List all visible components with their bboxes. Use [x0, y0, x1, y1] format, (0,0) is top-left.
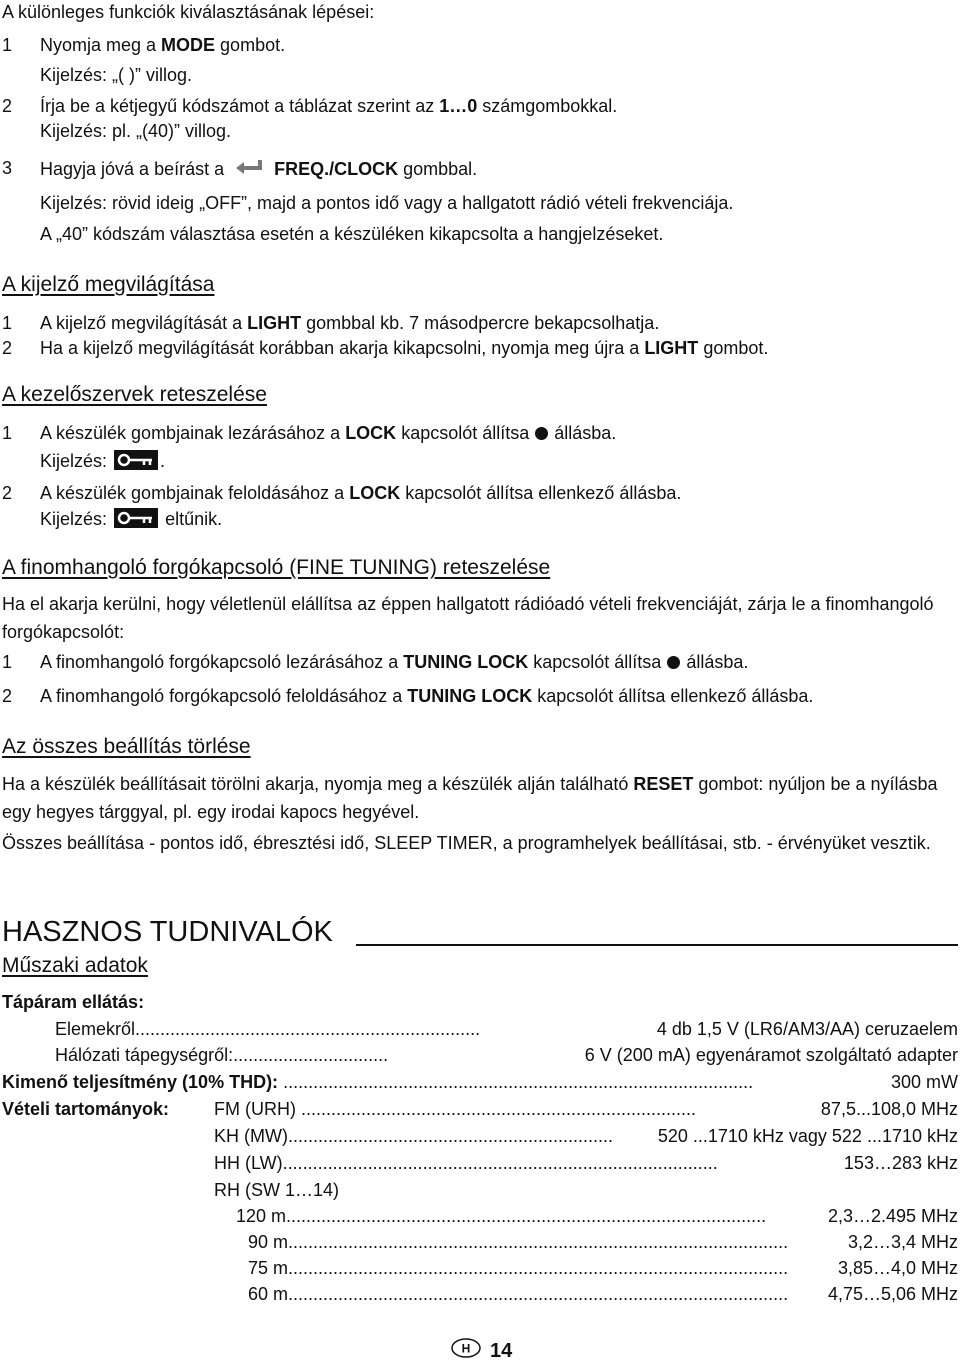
spec-value: 300 mW: [890, 1072, 958, 1092]
step-text: A készülék gombjainak lezárásához a: [40, 423, 346, 443]
step-number: 3: [2, 158, 13, 178]
clock-key-label: /CLOCK: [329, 159, 399, 179]
display-label: Kijelzés:: [40, 451, 108, 471]
freq-key-label: FREQ.: [274, 159, 330, 179]
lock-step-2: [40, 483, 681, 504]
spec-row-sw-120m: [236, 1206, 958, 1227]
spec-row-sw-75m: [248, 1258, 958, 1279]
reset-paragraph: [2, 770, 958, 826]
spec-value: 520 ...1710 kHz vagy 522 ...1710 kHz: [657, 1126, 958, 1146]
step-1: [40, 35, 285, 56]
key-icon: [114, 508, 158, 533]
spec-row-hh: [214, 1153, 958, 1174]
spec-label: HH (LW): [214, 1153, 283, 1173]
language-badge-text: H: [461, 1341, 471, 1356]
spec-row-mains: [55, 1045, 958, 1066]
leader-dots: .................................................................: [287, 1126, 614, 1146]
step-text: A készülék gombjainak feloldásához a: [40, 483, 350, 503]
page-number: 14: [490, 1340, 513, 1362]
leader-dots: .......................................................................................: [282, 1153, 718, 1173]
key-icon: [114, 450, 158, 475]
mode-key-label: MODE: [161, 35, 216, 55]
step-2-display: Kijelzés: pl. „(40)” villog.: [40, 121, 232, 141]
spec-value: 3,85…4,0 MHz: [837, 1258, 958, 1278]
sw-range-label: RH (SW 1…14): [214, 1180, 340, 1200]
reset-effects-paragraph: Összes beállítása - pontos idő, ébresztési idő, SLEEP TIMER, a programhelyek beállításai, stb. - érvényüket vesztik.: [2, 833, 931, 853]
page-title: HASZNOS TUDNIVALÓK: [2, 916, 333, 948]
light-key-label: LIGHT: [247, 313, 302, 333]
leader-dots: ....................................................................................................: [288, 1258, 789, 1278]
spec-label: KH (MW): [214, 1126, 288, 1146]
step-text: gombot.: [215, 35, 286, 55]
step-number: 1: [2, 652, 13, 672]
step-text: számgombokkal.: [477, 96, 618, 116]
spec-label: FM (URH): [214, 1099, 296, 1119]
step-text: .: [160, 451, 166, 471]
step-number: 1: [2, 423, 13, 443]
leader-dots: ...............................................................................: [295, 1099, 697, 1119]
leader-dots: .....................................................................: [135, 1019, 481, 1039]
paragraph-text: Ha a készülék beállításait törölni akarja, nyomja meg a készülék alján található: [2, 774, 634, 794]
power-supply-label: Tápáram ellátás:: [2, 992, 145, 1012]
reception-ranges-label: Vételi tartományok:: [2, 1099, 170, 1119]
step-number: 2: [2, 686, 13, 706]
spec-value: 3,2…3,4 MHz: [847, 1232, 958, 1252]
spec-label: 60 m: [248, 1284, 289, 1304]
leader-dots: ..............................................................................................: [278, 1072, 754, 1092]
step-text: gombot.: [698, 338, 769, 358]
lock-step-1-display: [40, 450, 165, 475]
language-badge: [451, 1338, 481, 1358]
step-number: 2: [2, 338, 13, 358]
step-text: állásba.: [554, 423, 617, 443]
spec-label: 120 m: [236, 1206, 287, 1226]
section-heading-reset: Az összes beállítás törlése: [2, 735, 251, 758]
spec-value: 87,5...108,0 MHz: [820, 1099, 958, 1119]
light-step-2: [40, 338, 768, 359]
step-text: kapcsolót állítsa ellenkező állásba.: [532, 686, 814, 706]
light-step-1: [40, 313, 659, 334]
spec-label: Hálózati tápegységről:: [55, 1045, 234, 1065]
section-heading-fine-tuning: A finomhangoló forgókapcsoló (FINE TUNING) reteszelése: [2, 556, 551, 579]
paragraph-text: gombot: nyúljon be a nyílásba egy hegyes tárggyal, pl. egy irodai kapocs hegyével.: [2, 774, 938, 822]
leader-dots: ...............................: [233, 1045, 389, 1065]
enter-arrow-icon: [234, 158, 264, 183]
lock-step-2-display: [40, 508, 222, 533]
title-underline-rule: [356, 944, 958, 946]
step-text: A kijelző megvilágítását a: [40, 313, 248, 333]
leader-dots: ................................................................................................: [286, 1206, 767, 1226]
step-text: Nyomja meg a: [40, 35, 162, 55]
tuning-lock-label: TUNING LOCK: [403, 652, 529, 672]
leader-dots: ....................................................................................................: [288, 1232, 789, 1252]
step-text: kapcsolót állítsa: [528, 652, 662, 672]
fine-tuning-intro: Ha el akarja kerülni, hogy véletlenül elállítsa az éppen hallgatott rádióadó vételi frekvenciáját, zárja le a finomhangoló forgókapcsolót:: [2, 594, 934, 642]
spec-row-battery: [55, 1019, 958, 1040]
step-text: kapcsolót állítsa: [396, 423, 530, 443]
spec-value: 153…283 kHz: [843, 1153, 958, 1173]
spec-value: 6 V (200 mA) egyenáramot szolgáltató adapter: [584, 1045, 958, 1065]
step-text: gombbal kb. 7 másodpercre bekapcsolhatja.: [301, 313, 660, 333]
spec-row-output: [2, 1072, 958, 1093]
step-number: 1: [2, 313, 13, 333]
tuning-lock-label: TUNING LOCK: [407, 686, 533, 706]
spec-value: 4 db 1,5 V (LR6/AM3/AA) ceruzaelem: [656, 1019, 958, 1039]
spec-label: 90 m: [248, 1232, 289, 1252]
spec-row-kh: [214, 1126, 958, 1147]
number-keys-label: 1…0: [439, 96, 478, 116]
step-text: A finomhangoló forgókapcsoló feloldásához a: [40, 686, 408, 706]
fine-step-2: [40, 686, 813, 707]
lock-step-1: [40, 423, 616, 444]
spec-row-sw-90m: [248, 1232, 958, 1253]
spec-value: 4,75…5,06 MHz: [827, 1284, 958, 1304]
spec-row-fm: [214, 1099, 958, 1120]
step-3-note: A „40” kódszám választása esetén a készüléken kikapcsolta a hangjelzéseket.: [40, 224, 664, 244]
spec-label: Elemekről: [55, 1019, 136, 1039]
step-1-display: Kijelzés: „( )” villog.: [40, 65, 193, 85]
display-label: Kijelzés:: [40, 509, 108, 529]
fine-step-1: [40, 652, 748, 673]
step-text: eltűnik.: [165, 509, 223, 529]
section-heading-specs: Műszaki adatok: [2, 954, 148, 977]
step-text: Írja be a kétjegyű kódszámot a táblázat szerint az: [40, 96, 440, 116]
step-2: [40, 96, 617, 117]
lock-switch-label: LOCK: [349, 483, 401, 503]
step-text: Ha a kijelző megvilágítását korábban akarja kikapcsolni, nyomja meg újra a: [40, 338, 645, 358]
step-text: gombbal.: [398, 159, 478, 179]
spec-value: 2,3…2.495 MHz: [827, 1206, 958, 1226]
spec-row-sw-60m: [248, 1284, 958, 1305]
step-text: Hagyja jóvá a beírást a: [40, 159, 225, 179]
lock-switch-label: LOCK: [345, 423, 397, 443]
step-number: 1: [2, 35, 13, 55]
light-key-label: LIGHT: [644, 338, 699, 358]
spec-label: Kimenő teljesítmény (10% THD):: [2, 1072, 279, 1092]
steps-title: A különleges funkciók kiválasztásának lépései:: [2, 2, 375, 22]
step-text: kapcsolót állítsa ellenkező állásba.: [400, 483, 682, 503]
step-3-display: Kijelzés: rövid ideig „OFF”, majd a pontos idő vagy a hallgatott rádió vételi frekvenciája.: [40, 193, 734, 213]
leader-dots: ....................................................................................................: [288, 1284, 789, 1304]
reset-button-label: RESET: [633, 774, 694, 794]
section-heading-light: A kijelző megvilágítása: [2, 273, 215, 296]
filled-dot-icon: [535, 427, 548, 440]
step-number: 2: [2, 96, 13, 116]
spec-label: 75 m: [248, 1258, 289, 1278]
section-heading-lock: A kezelőszervek reteszelése: [2, 383, 267, 406]
step-3: [40, 158, 477, 183]
filled-dot-icon: [667, 656, 680, 669]
step-text: A finomhangoló forgókapcsoló lezárásához a: [40, 652, 404, 672]
step-text: állásba.: [686, 652, 749, 672]
step-number: 2: [2, 483, 13, 503]
